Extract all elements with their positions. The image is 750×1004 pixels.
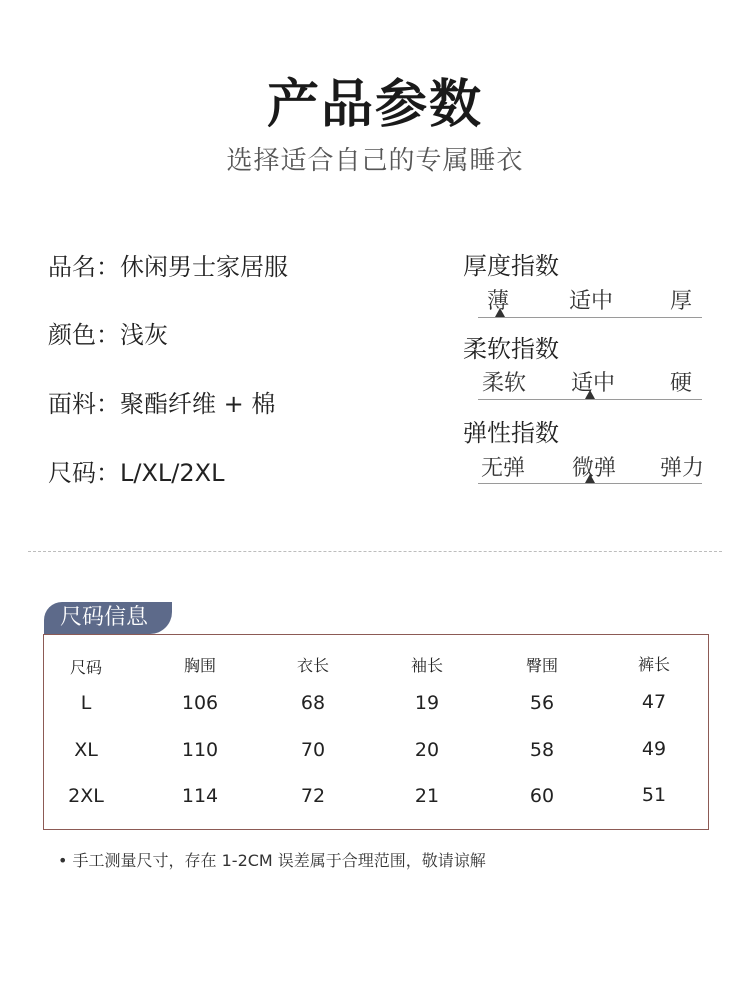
table-cell: 72 xyxy=(300,785,326,807)
gauge-low-label: 柔软 xyxy=(482,371,527,396)
gauge-marker-icon xyxy=(585,474,595,483)
table-cell: 60 xyxy=(529,785,555,807)
gauge-high-label: 厚 xyxy=(670,289,693,314)
page-subtitle: 选择适合自己的专属睡衣 xyxy=(226,146,524,176)
gauge-marker-icon xyxy=(495,308,505,317)
table-cell: 20 xyxy=(414,739,440,761)
table-cell: 110 xyxy=(181,739,219,761)
table-cell: 68 xyxy=(300,692,326,714)
spec-fabric xyxy=(48,384,275,419)
section-divider xyxy=(28,551,722,552)
spec-label: 颜色： xyxy=(48,321,120,349)
spec-name xyxy=(48,247,288,282)
gauge-mid-label: 微弹 xyxy=(572,456,617,481)
table-cell: 21 xyxy=(414,785,440,807)
table-cell: 114 xyxy=(181,785,219,807)
size-section-tab: 尺码信息 xyxy=(44,602,172,634)
gauge-marker-icon xyxy=(585,390,595,399)
spec-label: 品名： xyxy=(48,253,120,281)
gauge-mid-label: 适中 xyxy=(571,371,616,396)
spec-label: 尺码： xyxy=(48,459,120,487)
table-header: 裤长 xyxy=(637,655,670,674)
table-cell: 49 xyxy=(641,738,667,760)
gauge-title: 柔软指数 xyxy=(463,335,559,363)
table-cell: L xyxy=(80,692,92,714)
gauge-line xyxy=(478,317,702,318)
table-cell: 51 xyxy=(641,784,667,806)
spec-value: 聚酯纤维 + 棉 xyxy=(120,390,276,418)
table-cell: 58 xyxy=(529,739,555,761)
gauge-high-label: 硬 xyxy=(670,371,693,396)
table-cell: 70 xyxy=(300,739,326,761)
table-cell: 106 xyxy=(181,692,219,714)
gauge-high-label: 弹力 xyxy=(660,456,705,481)
size-table xyxy=(43,634,709,830)
page-title: 产品参数 xyxy=(266,75,483,135)
spec-label: 面料： xyxy=(48,390,120,418)
spec-value: L/XL/2XL xyxy=(120,459,225,487)
spec-color xyxy=(48,315,168,350)
gauge-low-label: 薄 xyxy=(487,289,510,314)
table-header: 臀围 xyxy=(525,656,558,675)
spec-value: 休闲男士家居服 xyxy=(120,253,288,281)
table-header: 胸围 xyxy=(183,656,216,675)
spec-size xyxy=(48,453,224,488)
gauge-line xyxy=(478,483,702,484)
gauge-title: 厚度指数 xyxy=(463,252,559,280)
table-cell: 2XL xyxy=(68,785,104,807)
gauge-mid-label: 适中 xyxy=(569,289,614,314)
table-cell: 19 xyxy=(414,692,440,714)
spec-value: 浅灰 xyxy=(120,321,168,349)
table-cell: 47 xyxy=(641,691,667,713)
gauge-low-label: 无弹 xyxy=(481,456,526,481)
gauge-line xyxy=(478,399,702,400)
table-header: 衣长 xyxy=(296,656,329,675)
table-cell: 56 xyxy=(529,692,555,714)
table-header: 尺码 xyxy=(69,658,102,677)
table-header: 袖长 xyxy=(410,656,443,675)
gauge-title: 弹性指数 xyxy=(463,419,559,447)
table-cell: XL xyxy=(74,739,98,761)
measurement-note: • 手工测量尺寸，存在 1-2CM 误差属于合理范围，敬请谅解 xyxy=(58,851,486,870)
